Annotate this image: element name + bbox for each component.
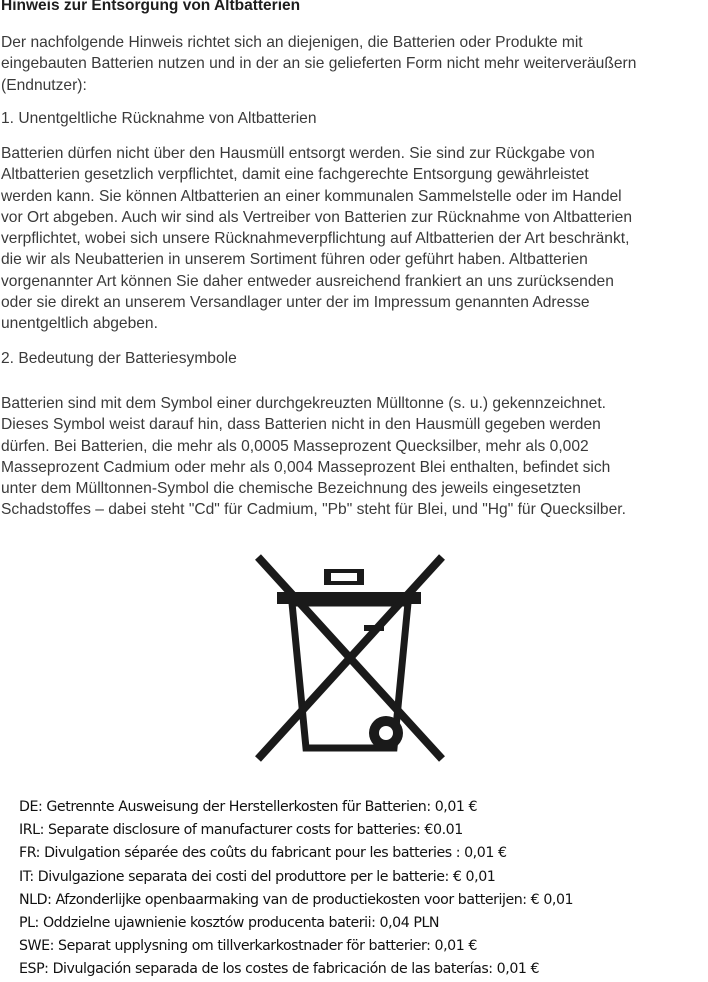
cost-item-de: DE: Getrennte Ausweisung der Herstellerkosten für Batterien: 0,01 € [19,799,478,815]
cost-item-pl: PL: Oddzielne ujawnienie kosztów producenta baterii: 0,04 PLN [19,915,440,932]
section2-heading: 2. Bedeutung der Batteriesymbole [1,350,237,367]
manufacturer-cost-list [19,796,573,982]
document-title: Hinweis zur Entsorgung von Altbatterien [1,0,301,14]
crossed-out-wheelie-bin-icon [254,553,446,763]
cost-item-irl: IRL: Separate disclosure of manufacturer costs for batteries: €0.01 [19,822,463,839]
cost-item-esp: ESP: Divulgación separada de los costes de fabricación de las baterías: 0,01 € [19,961,540,978]
intro-paragraph: Der nachfolgende Hinweis richtet sich an diejenigen, die Batterien oder Produkte mit eingebauten Batterien nutzen und in der an sie gelieferten Form nicht mehr weiterveräußern (Endnutzer): [1,34,637,94]
cost-item-fr: FR: Divulgation séparée des coûts du fabricant pour les batteries : 0,01 € [19,845,507,862]
section2-paragraph: Batterien sind mit dem Symbol einer durchgekreuzten Mülltonne (s. u.) gekennzeichnet. Dieses Symbol weist darauf hin, dass Batterien nicht in den Hausmüll gegeben werden dürfen. Bei Batterien, die mehr als 0,0005 Masseprozent Quecksilber, mehr als 0,002 Masseprozent Cadmium oder mehr als 0,004 Masseprozent Blei enthalten, befindet sich unter dem Mülltonnen-Symbol die chemische Bezeichnung des jeweils eingesetzten Schadstoffes – dabei steht "Cd" für Cadmium, "Pb" steht für Blei, und "Hg" für Quecksilber. [1,395,626,519]
cost-item-it: IT: Divulgazione separata dei costi del produttore per le batterie: € 0,01 [19,868,496,885]
section1-paragraph: Batterien dürfen nicht über den Hausmüll entsorgt werden. Sie sind zur Rückgabe von Altbatterien gesetzlich verpflichtet, damit eine fachgerechte Entsorgung gewährleistet werden kann. Sie können Altbatterien an einer kommunalen Sammelstelle oder im Handel vor Ort abgeben. Auch wir sind als Vertreiber von Batterien zur Rücknahme von Altbatterien verpflichtet, wobei sich unsere Rücknahmeverpflichtung auf Altbatterien der Art beschränkt, die wir als Neubatterien in unserem Sortiment führen oder geführt haben. Altbatterien vorgenannter Art können Sie daher entweder ausreichend frankiert an uns zurücksenden oder sie direkt an unserem Versandlager unter der im Impressum genannten Adresse unentgeltlich abgeben. [1,145,633,333]
section1-heading: 1. Unentgeltliche Rücknahme von Altbatterien [1,110,317,127]
cost-item-nld: NLD: Afzonderlijke openbaarmaking van de productiekosten voor batterijen: € 0,01 [19,891,574,908]
cost-item-swe: SWE: Separat upplysning om tillverkarkostnader för batterier: 0,01 € [19,938,477,955]
